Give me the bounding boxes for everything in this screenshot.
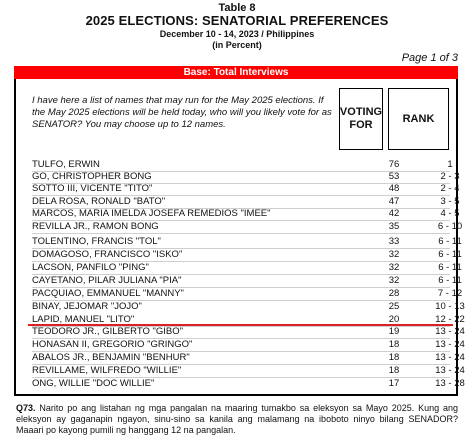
rank-value: 12 - 22 [435,314,465,325]
voting-for-value: 19 [388,326,400,337]
voting-for-value: 28 [388,288,400,299]
candidate-name: DOMAGOSO, FRANCISCO "ISKO" [32,249,183,260]
candidate-name: TEODORO JR., GILBERTO "GIBO" [32,326,184,337]
rank-value: 4 - 5 [440,208,460,219]
rank-value: 13 - 24 [435,326,465,337]
candidate-name: TOLENTINO, FRANCIS "TOL" [32,236,161,247]
voting-for-value: 35 [388,221,400,232]
table-row [32,183,460,195]
table-row [32,378,465,390]
candidate-name: LAPID, MANUEL "LITO" [32,314,135,325]
row-divider [32,233,450,234]
rank-value: 6 - 11 [438,262,462,273]
candidate-name: REVILLAME, WILFREDO "WILLIE" [32,365,182,376]
candidate-name: CAYETANO, PILAR JULIANA "PIA" [32,275,182,286]
rank-value: 7 - 12 [437,288,463,299]
candidate-name: ABALOS JR., BENJAMIN "BENHUR" [32,352,190,363]
survey-dates: December 10 - 14, 2023 / Philippines [159,29,315,39]
table-row [32,352,465,364]
rank-value: 1 [447,159,453,170]
candidate-name: PACQUIAO, EMMANUEL "MANNY" [32,288,184,299]
rank-value: 13 - 24 [435,339,465,350]
table-row [32,326,465,338]
table-row [32,288,463,300]
question-text: I have here a list of names that may run for the May 2025 elections. If the May 2025 elections will be held today, who will you likely vote for as SENATOR? You may choose up to 12 names. [32,95,332,130]
rank-value: 6 - 11 [438,249,462,260]
rank-value: 2 - 3 [440,171,460,182]
table-row [32,236,462,248]
voting-for-value: 18 [388,339,400,350]
voting-for-value: 33 [388,236,400,247]
table-number: Table 8 [218,2,256,14]
table-title: 2025 ELECTIONS: SENATORIAL PREFERENCES [85,13,389,28]
footnote-text: Narito po ang listahan ng mga pangalan na maaring tumakbo sa eleksyon sa Mayo 2025. Kung ang eleksyon ay gaganapin ngayon, sinu-sino sa kanila ang malamang na iboboto ninyo bilang SENADOR? Maaari po kayong pumili ng hanggang 12 na pangalan. [16,403,458,435]
rank-value: 6 - 11 [438,236,462,247]
table-row [32,249,462,261]
unit-label: (in Percent) [212,40,262,50]
rank-value: 13 - 24 [435,365,465,376]
voting-for-value: 76 [388,159,400,170]
voting-for-value: 53 [388,171,400,182]
table-row [32,275,462,287]
table-row [32,171,460,183]
candidate-name: HONASAN II, GREGORIO "GRINGO" [32,339,193,350]
base-banner: Base: Total Interviews [14,66,458,79]
table-row [32,208,460,220]
candidate-name: ONG, WILLIE "DOC WILLIE" [32,378,155,389]
table-row [32,301,465,313]
candidate-name: TULFO, ERWIN [32,159,100,170]
voting-for-value: 25 [388,301,400,312]
candidate-name: DELA ROSA, RONALD "BATO" [32,196,166,207]
rank-value: 10 - 13 [435,301,465,312]
footnote [16,403,458,436]
table-row [32,365,465,377]
table-row [32,196,460,208]
voting-for-value: 47 [388,196,400,207]
table-row [32,221,463,233]
rank-value: 13 - 24 [435,352,465,363]
voting-for-header: VOTING FOR [339,88,383,150]
rank-value: 13 - 28 [435,378,465,389]
voting-for-value: 32 [388,249,400,260]
voting-for-value: 17 [388,378,400,389]
candidate-name: BINAY, JEJOMAR "JOJO" [32,301,142,312]
rank-value: 2 - 4 [440,183,460,194]
voting-for-value: 32 [388,275,400,286]
table-row [32,159,453,171]
voting-for-value: 18 [388,365,400,376]
rank-value: 3 - 5 [440,196,460,207]
voting-for-value: 48 [388,183,400,194]
cutoff-line [28,324,453,326]
voting-for-value: 32 [388,262,400,273]
footnote-label: Q73. [16,403,36,413]
voting-for-value: 20 [388,314,400,325]
candidate-name: GO, CHRISTOPHER BONG [32,171,152,182]
table-row [32,262,462,274]
candidate-name: MARCOS, MARIA IMELDA JOSEFA REMEDIOS "IMEE" [32,208,271,219]
voting-for-value: 42 [388,208,400,219]
candidate-name: LACSON, PANFILO "PING" [32,262,149,273]
rank-value: 6 - 11 [438,275,462,286]
candidate-name: REVILLA JR., RAMON BONG [32,221,159,232]
rank-header: RANK [388,88,449,150]
page-indicator: Page 1 of 3 [401,52,458,64]
rank-value: 6 - 10 [437,221,463,232]
voting-for-value: 18 [388,352,400,363]
candidate-name: SOTTO III, VICENTE "TITO" [32,183,153,194]
table-row [32,339,465,351]
